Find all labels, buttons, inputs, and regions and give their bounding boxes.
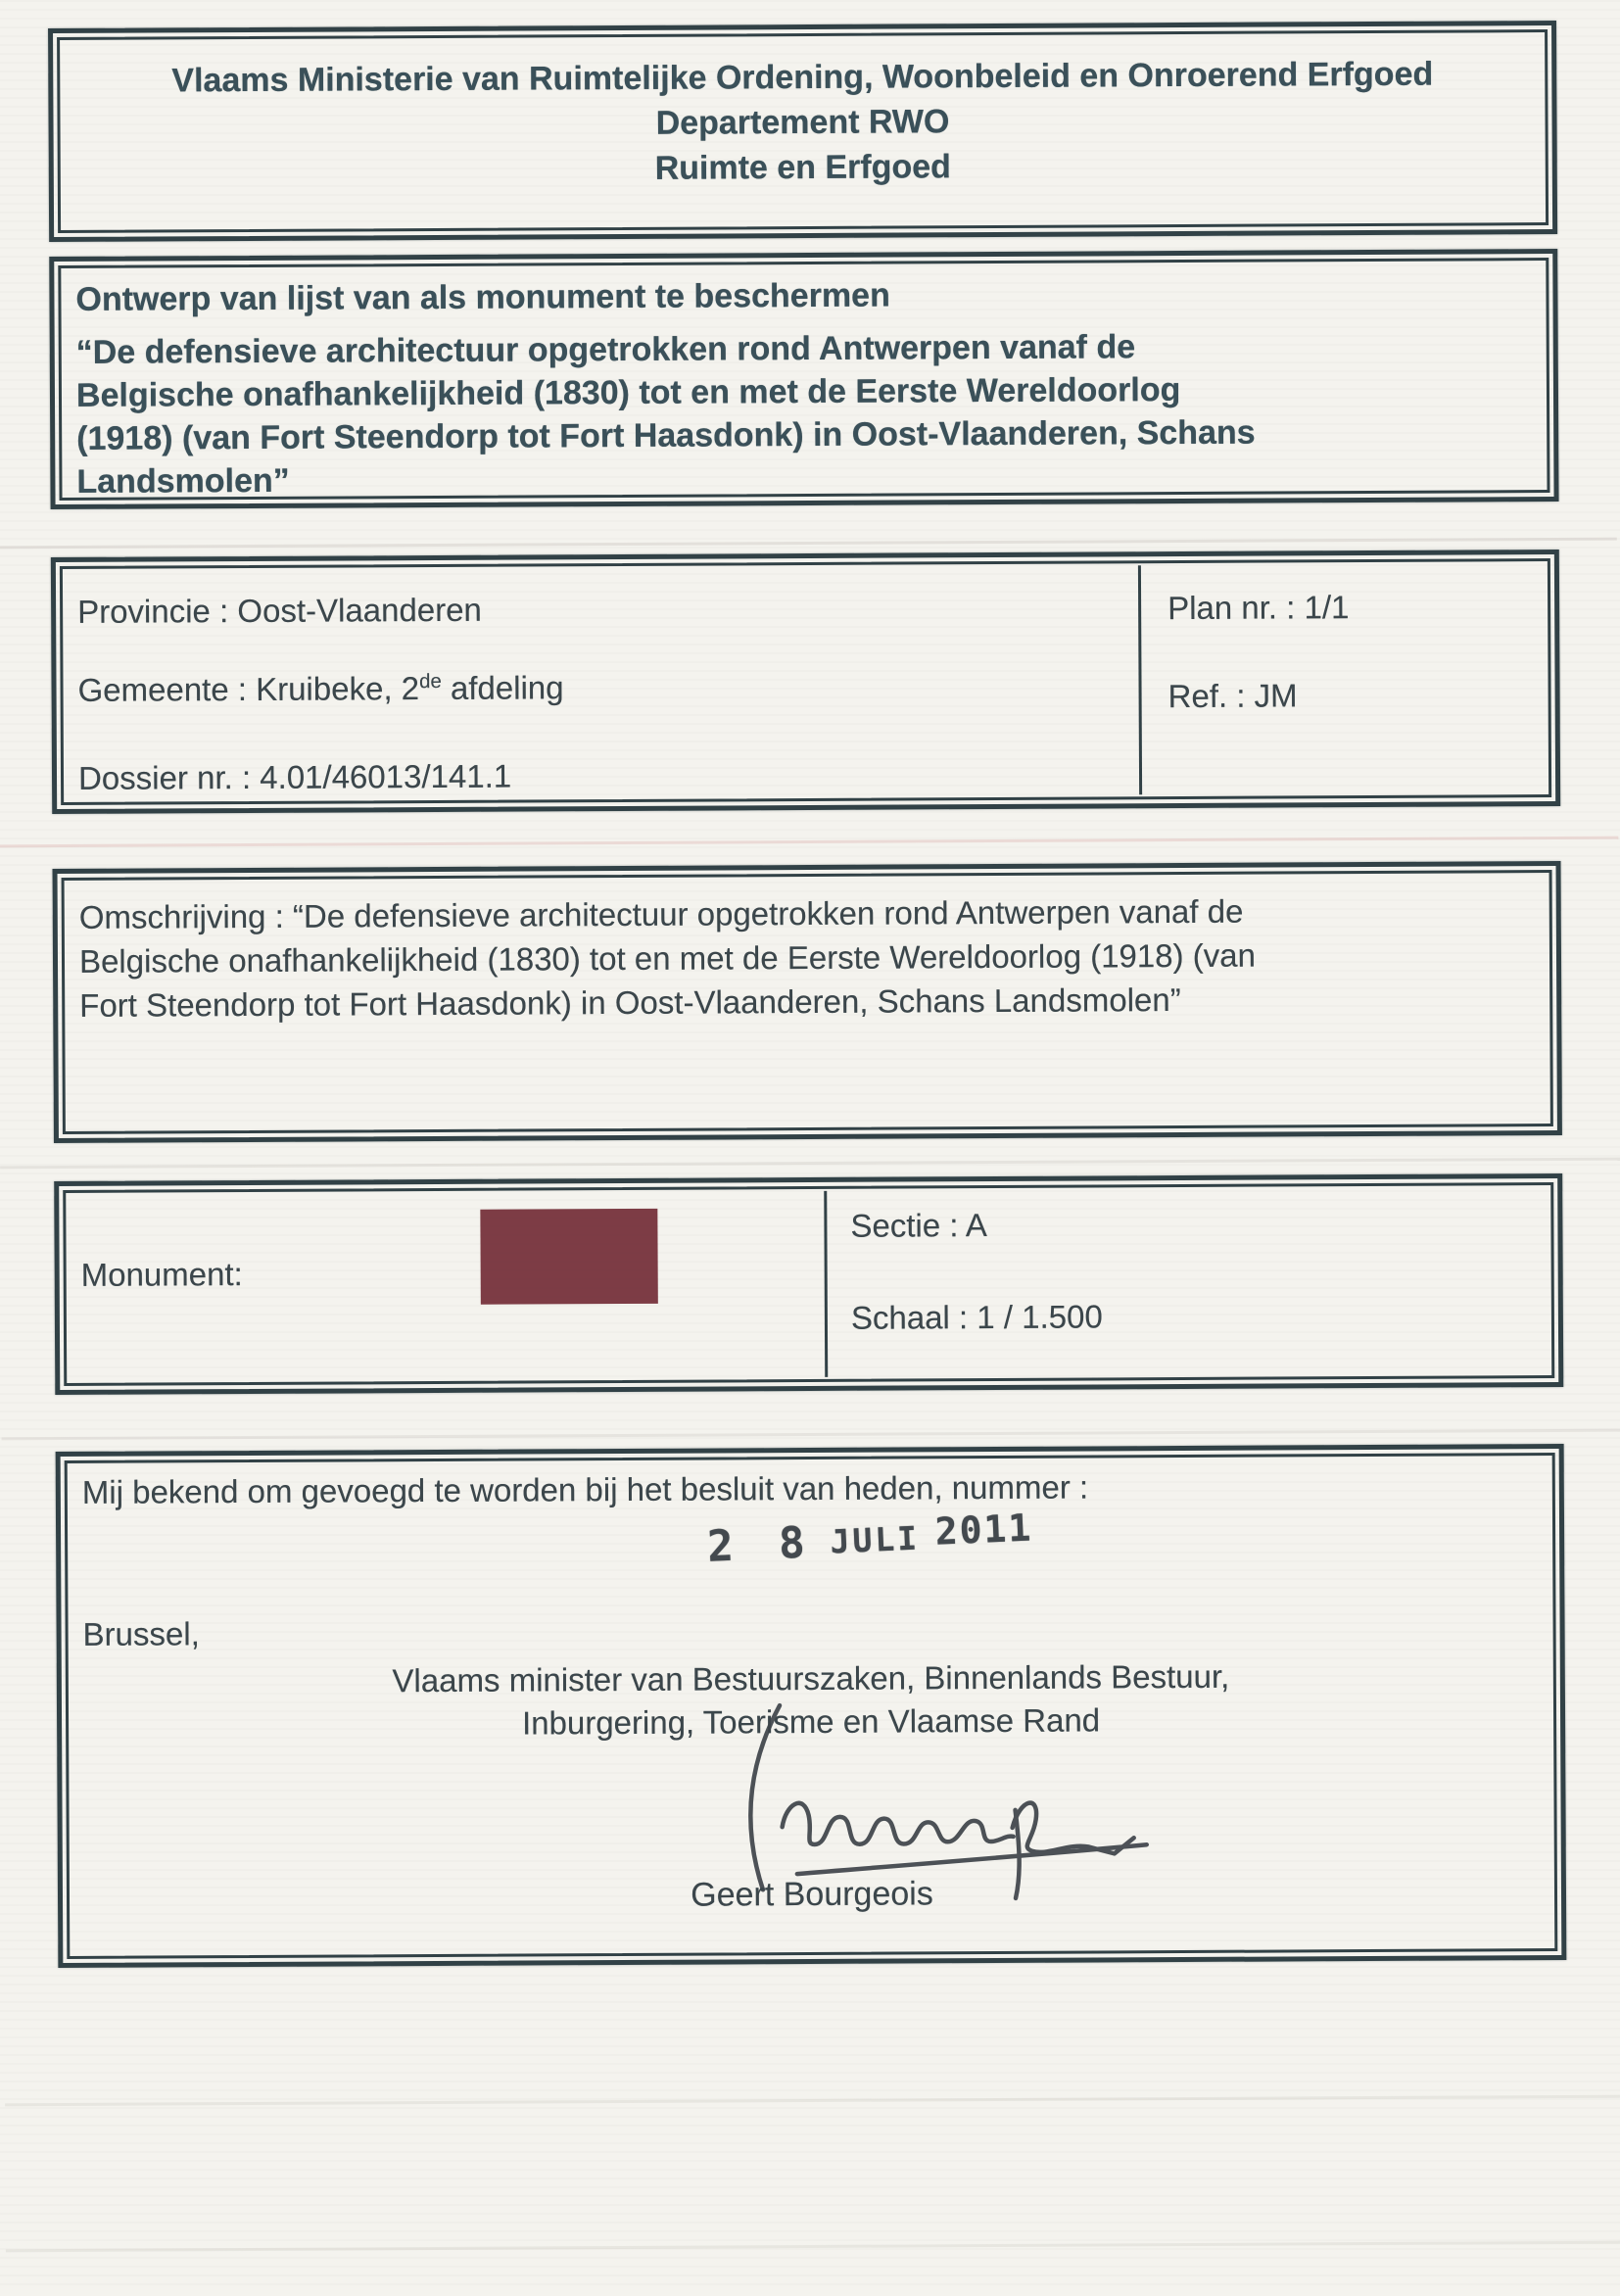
reference-field: Ref. : JM [1167, 677, 1298, 715]
ministry-name: Vlaams Ministerie van Ruimtelijke Ordening, Woonbeleid en Onroerend Erfgoed [171, 55, 1434, 100]
ministry-header-box [48, 21, 1557, 242]
place-field: Brussel, [82, 1615, 200, 1652]
admin-details-box [51, 550, 1560, 814]
decree-title-box [49, 249, 1558, 509]
scan-artifact-line [0, 1158, 1620, 1170]
signature-image [615, 1696, 1165, 1904]
certification-statement: Mij bekend om gevoegd te worden bij het besluit van heden, nummer : [81, 1468, 1089, 1510]
stamp-year: 2011 [933, 1506, 1034, 1554]
minister-title-line: Inburgering, Toerisme en Vlaamse Rand [521, 1701, 1101, 1742]
description-line: Omschrijving : “De defensieve architectuur opgetrokken rond Antwerpen vanaf de [78, 892, 1244, 935]
municipality-text: Gemeente : Kruibeke, 2 [77, 670, 420, 708]
decree-subject-line: Landsmolen” [76, 461, 290, 501]
agency-name: Ruimte en Erfgoed [654, 148, 951, 187]
description-line: Belgische onafhankelijkheid (1830) tot en met de Eerste Wereldoorlog (1918) (van [78, 936, 1257, 980]
minister-title-line: Vlaams minister van Bestuurszaken, Binnenlands Bestuur, [392, 1657, 1230, 1699]
monument-color-swatch [480, 1209, 658, 1305]
dossier-number-field: Dossier nr. : 4.01/46013/141.1 [77, 757, 512, 796]
details-column-divider [1138, 565, 1142, 794]
stamp-day: 2 8 [706, 1517, 816, 1572]
monument-label: Monument: [80, 1256, 243, 1293]
scale-field: Schaal : 1 / 1.500 [850, 1298, 1103, 1336]
stamp-month: JULI [829, 1518, 921, 1561]
decree-subject-line: Belgische onafhankelijkheid (1830) tot en met de Eerste Wereldoorlog [75, 371, 1181, 414]
signer-name: Geert Bourgeois [691, 1875, 933, 1914]
province-field: Provincie : Oost-Vlaanderen [77, 591, 482, 630]
section-field: Sectie : A [850, 1207, 987, 1244]
description-line: Fort Steendorp tot Fort Haasdonk) in Oost-Vlaanderen, Schans Landsmolen” [79, 981, 1181, 1024]
scan-artifact-line [0, 538, 1617, 550]
department-name: Departement RWO [655, 103, 950, 142]
plan-number-field: Plan nr. : 1/1 [1167, 589, 1350, 627]
decree-subject-line: “De defensieve architectuur opgetrokken rond Antwerpen vanaf de [75, 328, 1136, 371]
municipality-field [77, 669, 563, 709]
certification-box [56, 1444, 1567, 1968]
scan-artifact-line [2, 1429, 1620, 1441]
decree-title-heading: Ontwerp van lijst van als monument te beschermen [75, 276, 890, 318]
legend-column-divider [824, 1191, 828, 1377]
description-box [53, 861, 1562, 1143]
scan-artifact-line [0, 837, 1618, 848]
date-stamp [706, 1507, 1033, 1571]
municipality-suffix: afdeling [441, 669, 564, 706]
municipality-ordinal: de [418, 669, 442, 694]
monument-legend-box [54, 1173, 1563, 1395]
scan-artifact-line [5, 2095, 1620, 2107]
scan-artifact-line [6, 2241, 1620, 2253]
decree-subject-line: (1918) (van Fort Steendorp tot Fort Haasdonk) in Oost-Vlaanderen, Schans [76, 413, 1256, 457]
